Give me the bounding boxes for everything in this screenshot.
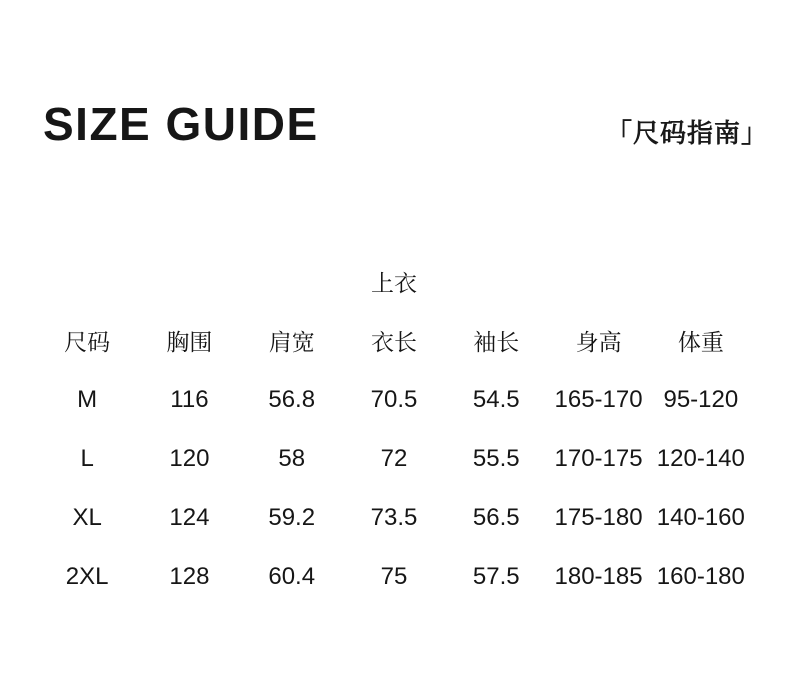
page-subtitle: 「尺码指南」 (605, 118, 768, 148)
cell-weight: 140-160 (656, 503, 745, 531)
cell-weight: 120-140 (656, 444, 745, 472)
cell-size: 2XL (65, 562, 109, 590)
column-header-chest: 胸围 (166, 329, 213, 355)
cell-size: L (80, 444, 94, 472)
cell-height: 175-180 (554, 503, 643, 531)
cell-chest: 128 (169, 562, 210, 590)
cell-sleeve: 54.5 (472, 385, 520, 413)
cell-height: 165-170 (554, 385, 643, 413)
cell-sleeve: 55.5 (472, 444, 520, 472)
table-row (36, 429, 752, 488)
cell-length: 75 (380, 562, 408, 590)
cell-size: XL (72, 503, 102, 531)
table-row (36, 488, 752, 547)
column-header-shoulder: 肩宽 (268, 329, 315, 355)
table-row (36, 547, 752, 606)
cell-chest: 120 (169, 444, 210, 472)
cell-chest: 116 (170, 385, 209, 413)
cell-chest: 124 (169, 503, 210, 531)
cell-size: M (77, 385, 98, 413)
cell-length: 72 (380, 444, 408, 472)
cell-shoulder: 60.4 (268, 562, 316, 590)
cell-shoulder: 56.8 (268, 385, 316, 413)
page-title: SIZE GUIDE (43, 98, 319, 150)
column-header-sleeve: 袖长 (473, 329, 520, 355)
cell-weight: 160-180 (656, 562, 745, 590)
cell-length: 70.5 (370, 385, 418, 413)
cell-height: 180-185 (554, 562, 643, 590)
cell-sleeve: 57.5 (472, 562, 520, 590)
column-header-size: 尺码 (64, 329, 111, 355)
cell-weight: 95-120 (663, 385, 739, 413)
cell-shoulder: 59.2 (268, 503, 316, 531)
column-header-length: 衣长 (370, 329, 417, 355)
table-group-title: 上衣 (371, 270, 417, 296)
cell-shoulder: 58 (278, 444, 306, 472)
column-header-weight: 体重 (677, 329, 724, 355)
size-table (36, 252, 752, 606)
cell-length: 73.5 (370, 503, 418, 531)
table-row (36, 370, 752, 429)
cell-height: 170-175 (554, 444, 643, 472)
table-group-title-row (36, 252, 752, 311)
page-header (43, 100, 768, 150)
cell-sleeve: 56.5 (472, 503, 520, 531)
table-header-row (36, 311, 752, 370)
column-header-height: 身高 (575, 329, 622, 355)
